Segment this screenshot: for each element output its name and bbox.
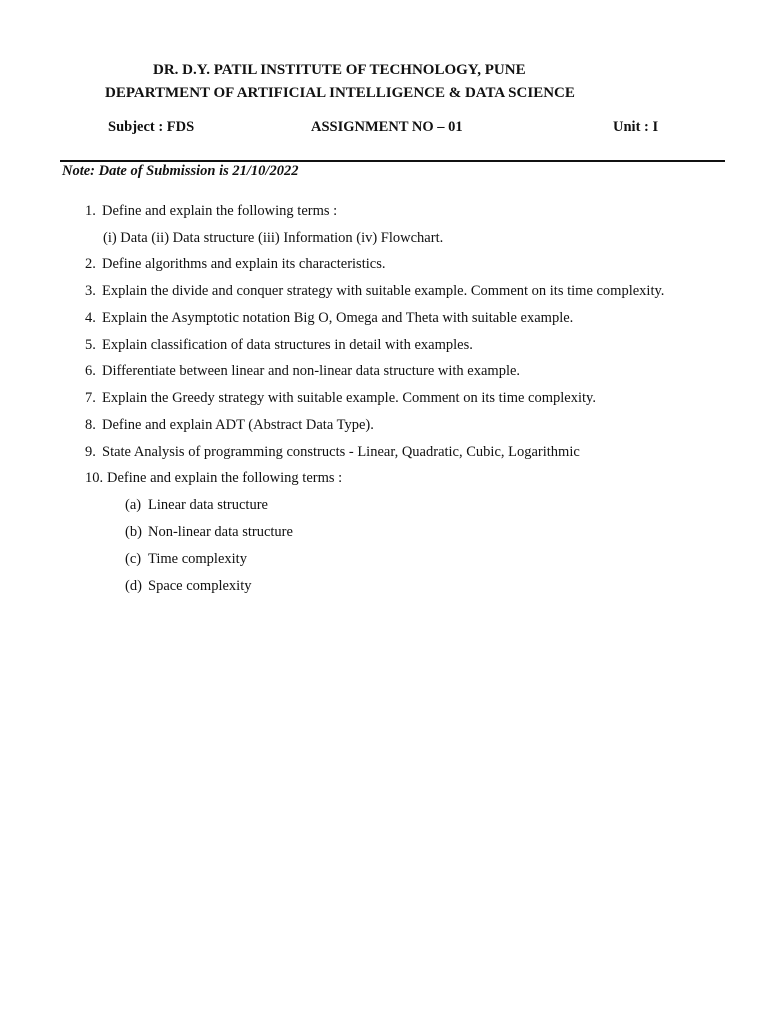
question-1 bbox=[85, 202, 337, 220]
question-number: 5. bbox=[85, 337, 96, 353]
question-10-option-b bbox=[125, 523, 293, 541]
question-4 bbox=[85, 309, 573, 327]
question-number: 7. bbox=[85, 390, 96, 406]
option-text: Space complexity bbox=[148, 578, 252, 594]
question-10 bbox=[85, 469, 342, 487]
question-7 bbox=[85, 389, 596, 407]
question-number: 1. bbox=[85, 203, 96, 219]
question-number: 8. bbox=[85, 417, 96, 433]
question-text: Define and explain the following terms : bbox=[107, 470, 343, 486]
question-9 bbox=[85, 443, 580, 461]
option-label: (d) bbox=[125, 578, 142, 594]
question-text: Differentiate between linear and non-linear data structure with example. bbox=[102, 363, 521, 379]
question-text: Explain the Asymptotic notation Big O, Omega and Theta with suitable example. bbox=[102, 310, 574, 326]
question-text: Define algorithms and explain its characteristics. bbox=[102, 256, 386, 272]
option-text: Non-linear data structure bbox=[148, 524, 293, 540]
question-text: Define and explain the following terms : bbox=[102, 203, 338, 219]
question-text: Explain the Greedy strategy with suitable example. Comment on its time complexity. bbox=[102, 390, 596, 406]
subject-label: Subject : FDS bbox=[108, 119, 195, 135]
question-5 bbox=[85, 336, 473, 354]
department-name: DEPARTMENT OF ARTIFICIAL INTELLIGENCE & DATA SCIENCE bbox=[105, 85, 575, 101]
question-number: 10. bbox=[85, 470, 104, 486]
question-number: 9. bbox=[85, 444, 96, 460]
option-label: (b) bbox=[125, 524, 142, 540]
unit-label: Unit : I bbox=[613, 119, 659, 135]
submission-note: Note: Date of Submission is 21/10/2022 bbox=[62, 163, 299, 179]
question-10-option-a bbox=[125, 496, 268, 514]
question-6 bbox=[85, 362, 520, 380]
question-10-option-c bbox=[125, 550, 247, 568]
header-divider bbox=[60, 160, 725, 162]
question-1-subterms: (i) Data (ii) Data structure (iii) Information (iv) Flowchart. bbox=[103, 230, 444, 246]
assignment-number: ASSIGNMENT NO – 01 bbox=[311, 119, 463, 135]
question-number: 2. bbox=[85, 256, 96, 272]
option-label: (a) bbox=[125, 497, 142, 513]
option-text: Linear data structure bbox=[148, 497, 268, 513]
question-number: 3. bbox=[85, 283, 96, 299]
question-8 bbox=[85, 416, 374, 434]
question-text: Define and explain ADT (Abstract Data Type). bbox=[102, 417, 374, 433]
question-text: State Analysis of programming constructs - Linear, Quadratic, Cubic, Logarithmic bbox=[102, 444, 580, 460]
question-2 bbox=[85, 255, 385, 273]
question-number: 6. bbox=[85, 363, 96, 379]
question-text: Explain classification of data structures in detail with examples. bbox=[102, 337, 473, 353]
institute-name: DR. D.Y. PATIL INSTITUTE OF TECHNOLOGY, PUNE bbox=[153, 62, 526, 78]
question-10-option-d bbox=[125, 577, 251, 595]
question-number: 4. bbox=[85, 310, 96, 326]
question-3 bbox=[85, 282, 664, 300]
question-text: Explain the divide and conquer strategy with suitable example. Comment on its time complexity. bbox=[102, 283, 665, 299]
option-label: (c) bbox=[125, 551, 142, 567]
option-text: Time complexity bbox=[148, 551, 247, 567]
